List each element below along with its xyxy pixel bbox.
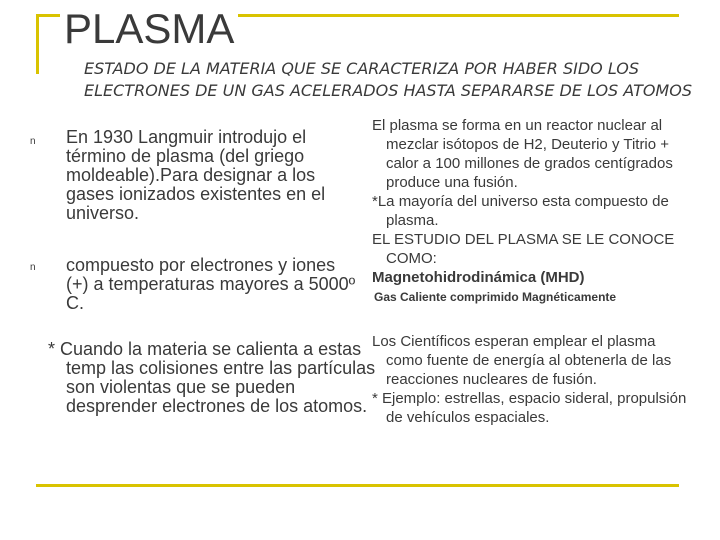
note-collisions: * Cuando la materia se calienta a estas temp las colisiones entre las partículas son violentas que se pueden desprender electrones de los atomos. [48, 339, 376, 416]
bottom-rule [36, 484, 679, 487]
bullet-langmuir: En 1930 Langmuir introdujo el término de plasma (del griego moldeable).Para designar a los gases ionizados existentes en el universo. [66, 127, 326, 223]
reactor-paragraph: El plasma se forma en un reactor nuclear al mezclar isótopos de H2, Deuterio y Titrio + calor a 100 millones de grados centígrados produce una fusión. [372, 117, 673, 191]
bullet-marker: n [30, 136, 36, 147]
right-column [360, 116, 690, 307]
mhd-term: Magnetohidrodinámica (MHD) [372, 269, 585, 286]
slide-subtitle: ESTADO DE LA MATERIA QUE SE CARACTERIZA POR HABER SIDO LOS ELECTRONES DE UN GAS ACELERADOS HASTA SEPARARSE DE LOS ATOMOS [84, 59, 692, 100]
mhd-definition: Gas Caliente comprimido Magnéticamente [374, 290, 617, 304]
bullet-composition: compuesto por electrones y iones (+) a temperaturas mayores a 5000º C. [66, 255, 356, 313]
universe-paragraph: *La mayoría del universo esta compuesto de plasma. [372, 193, 669, 229]
slide-title: PLASMA [60, 6, 238, 52]
left-rule [36, 14, 39, 74]
study-paragraph: EL ESTUDIO DEL PLASMA SE LE CONOCE COMO: [372, 231, 675, 267]
scientists-paragraph: Los Científicos esperan emplear el plasma como fuente de energía al obtenerla de las reacciones nucleares de fusión. [372, 333, 672, 388]
bullet-marker: n [30, 262, 36, 273]
right-column-lower [360, 332, 690, 427]
examples-paragraph: * Ejemplo: estrellas, espacio sideral, propulsión de vehículos espaciales. [372, 390, 687, 426]
